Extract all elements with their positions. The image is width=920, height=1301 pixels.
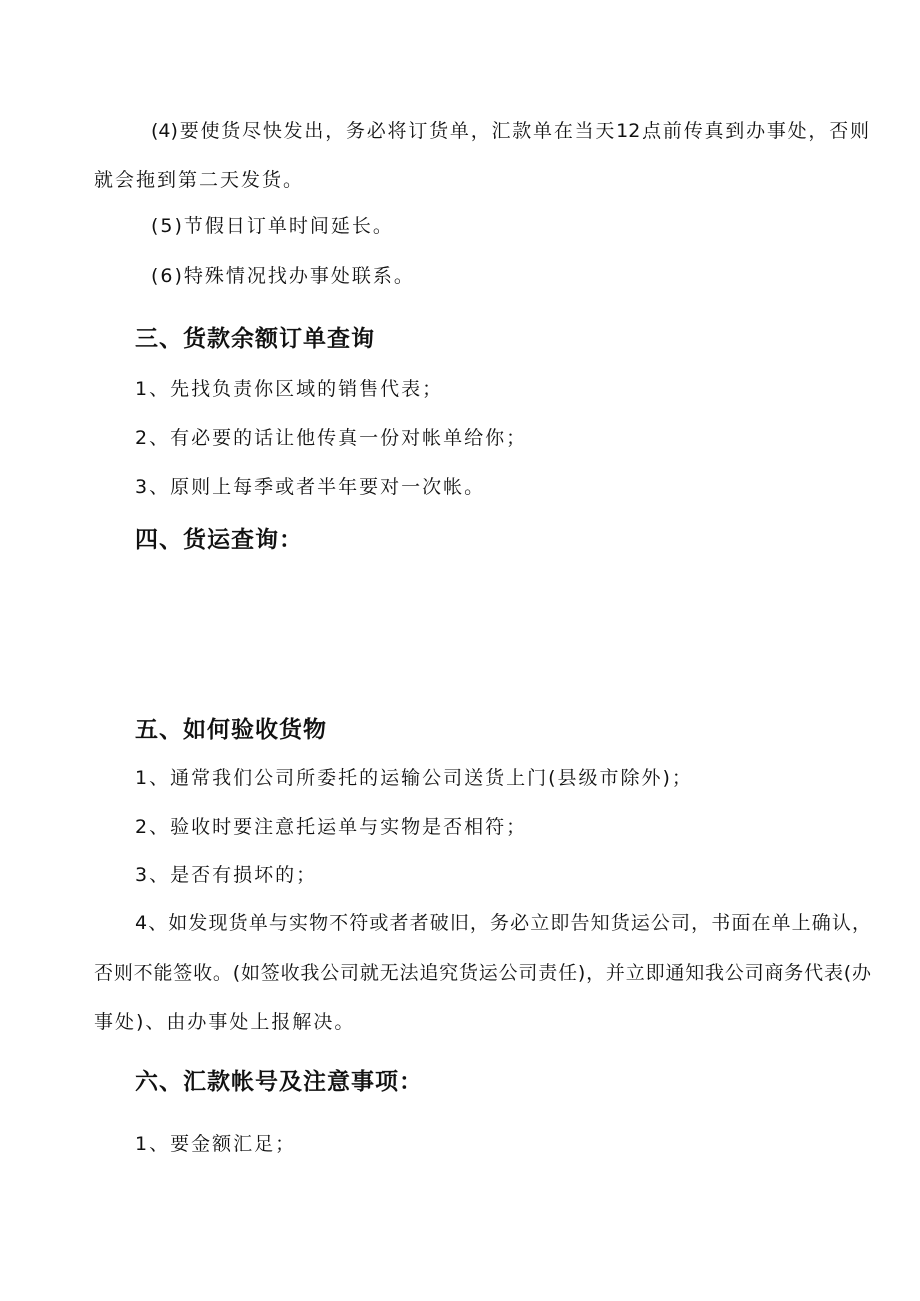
section-5-item-3: 3、是否有损坏的； (135, 864, 318, 886)
section-5-heading: 五、如何验收货物 (135, 717, 327, 743)
paragraph-item-4-line-1: (4)要使货尽快发出，务必将订货单，汇款单在当天12点前传真到办事处，否则 (151, 120, 869, 142)
paragraph-item-6: (6)特殊情况找办事处联系。 (151, 265, 415, 287)
section-5-item-4-line-1: 4、如发现货单与实物不符或者者破旧，务必立即告知货运公司，书面在单上确认， (135, 912, 871, 934)
paragraph-item-4-line-2: 就会拖到第二天发货。 (94, 169, 305, 191)
section-5-item-1: 1、通常我们公司所委托的运输公司送货上门(县级市除外)； (135, 767, 693, 789)
section-6-heading: 六、汇款帐号及注意事项： (135, 1069, 423, 1095)
section-3-item-2: 2、有必要的话让他传真一份对帐单给你； (135, 427, 528, 449)
section-5-item-4-line-2: 否则不能签收。(如签收我公司就无法追究货运公司责任)，并立即通知我公司商务代表(办 (94, 962, 871, 984)
section-3-item-3: 3、原则上每季或者半年要对一次帐。 (135, 476, 486, 498)
section-3-item-1: 1、先找负责你区域的销售代表； (135, 378, 444, 400)
section-3-heading: 三、货款余额订单查询 (135, 326, 375, 352)
section-6-item-1: 1、要金额汇足； (135, 1133, 297, 1155)
section-4-heading: 四、货运查询： (135, 527, 303, 553)
section-5-item-4-line-3: 事处)、由办事处上报解决。 (94, 1011, 356, 1033)
section-5-item-2: 2、验收时要注意托运单与实物是否相符； (135, 816, 528, 838)
paragraph-item-5: (5)节假日订单时间延长。 (151, 215, 394, 237)
